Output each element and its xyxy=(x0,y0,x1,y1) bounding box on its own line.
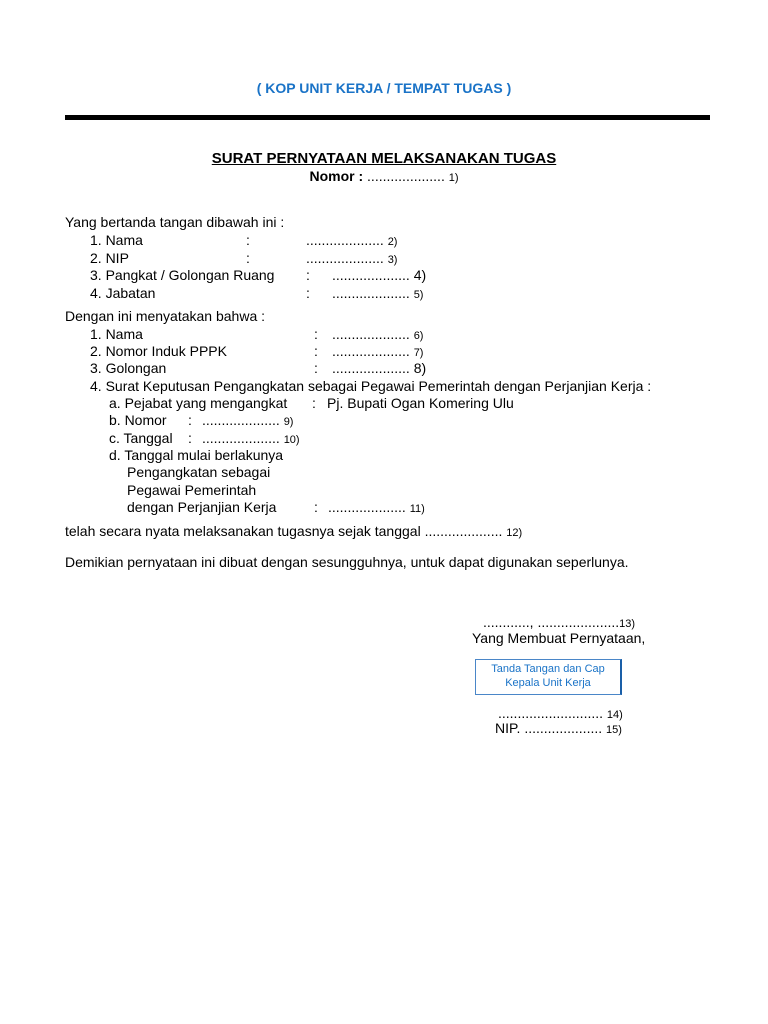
s2-nama-colon: : xyxy=(314,326,318,342)
ref-number: 15) xyxy=(606,724,622,736)
sk-tmt-label-2: Pengangkatan sebagai xyxy=(127,464,271,480)
sk-tmt-value xyxy=(328,499,425,518)
s1-nama-colon: : xyxy=(246,232,250,248)
s1-nip-colon: : xyxy=(246,250,250,266)
sk-nomor-value xyxy=(202,412,293,431)
dots: .................... xyxy=(202,412,280,428)
document-title: SURAT PERNYATAAN MELAKSANAKAN TUGAS xyxy=(211,150,557,167)
place-date-dots: ............, ..................... xyxy=(483,614,620,630)
sk-pejabat-value: Pj. Bupati Ogan Komering Ulu xyxy=(327,395,514,411)
sk-tanggal-colon: : xyxy=(188,430,192,446)
signer-nip xyxy=(495,720,622,739)
s2-nama-label: 1. Nama xyxy=(90,326,143,342)
nip-dots: .................... xyxy=(524,720,603,736)
nip-label: NIP. xyxy=(495,720,521,736)
dots: .................... xyxy=(332,267,410,283)
dots: .................... xyxy=(328,499,406,515)
s2-nip-pppk-label: 2. Nomor Induk PPPK xyxy=(90,343,227,359)
ref-number: 6) xyxy=(413,330,424,342)
signature-stamp-box xyxy=(475,659,622,695)
s2-golongan-colon: : xyxy=(314,360,318,376)
nomor-ref: 1) xyxy=(448,172,459,184)
statement-line xyxy=(65,523,522,542)
dots: .................... xyxy=(332,326,410,342)
s1-jabatan-colon: : xyxy=(306,285,310,301)
dots: .................... xyxy=(306,250,384,266)
dots: .................... xyxy=(332,360,410,376)
ref-number: 10) xyxy=(283,434,300,446)
closing-line: Demikian pernyataan ini dibuat dengan sesungguhnya, untuk dapat digunakan seperlunya. xyxy=(65,554,629,570)
sk-tmt-colon: : xyxy=(314,499,318,515)
letterhead-placeholder: ( KOP UNIT KERJA / TEMPAT TUGAS ) xyxy=(256,80,512,96)
ref-number: 13) xyxy=(619,618,636,630)
dots: .................... xyxy=(332,343,410,359)
s1-pangkat-colon: : xyxy=(306,267,310,283)
s2-golongan-value xyxy=(332,360,426,377)
name-dots: ........................... xyxy=(498,705,604,721)
ref-number: 4) xyxy=(413,267,427,283)
s1-nama-label: 1. Nama xyxy=(90,232,143,248)
ref-number: 2) xyxy=(387,236,398,248)
sk-tmt-label-3: Pegawai Pemerintah xyxy=(127,482,257,498)
ref-number: 12) xyxy=(506,527,523,539)
sk-tanggal-label: c. Tanggal xyxy=(109,430,173,446)
sk-tmt-label-4: dengan Perjanjian Kerja xyxy=(127,499,277,515)
ref-number: 3) xyxy=(387,254,398,266)
statement-text: telah secara nyata melaksanakan tugasnya sejak tanggal .................... xyxy=(65,523,503,539)
sk-nomor-label: b. Nomor xyxy=(109,412,167,428)
header-rule xyxy=(65,115,710,120)
ref-number: 7) xyxy=(413,347,424,359)
s2-nip-pppk-colon: : xyxy=(314,343,318,359)
signature-box-line-1: Tanda Tangan dan Cap xyxy=(491,663,605,675)
s2-golongan-label: 3. Golongan xyxy=(90,360,167,376)
document-number xyxy=(0,168,768,187)
nomor-label: Nomor : xyxy=(309,168,364,184)
s1-nip-label: 2. NIP xyxy=(90,250,129,266)
sk-pejabat-colon: : xyxy=(312,395,316,411)
sk-tmt-label-1: d. Tanggal mulai berlakunya xyxy=(109,447,284,463)
s1-jabatan-label: 4. Jabatan xyxy=(90,285,156,301)
s1-pangkat-label: 3. Pangkat / Golongan Ruang xyxy=(90,267,275,283)
dots: .................... xyxy=(202,430,280,446)
section2-intro: Dengan ini menyatakan bahwa : xyxy=(65,308,266,324)
ref-number: 5) xyxy=(413,289,424,301)
s1-jabatan-value xyxy=(332,285,423,304)
sk-nomor-colon: : xyxy=(188,412,192,428)
maker-label: Yang Membuat Pernyataan, xyxy=(472,630,646,646)
dots: .................... xyxy=(332,285,410,301)
sk-pejabat-label: a. Pejabat yang mengangkat xyxy=(109,395,288,411)
s2-sk-label: 4. Surat Keputusan Pengangkatan sebagai Pegawai Pemerintah dengan Perjanjian Kerja : xyxy=(90,378,652,394)
ref-number: 8) xyxy=(413,360,427,376)
s1-nama-value xyxy=(306,232,397,251)
nomor-dots: .................... xyxy=(367,168,445,184)
s1-pangkat-value xyxy=(332,267,426,284)
ref-number: 11) xyxy=(409,503,425,515)
section1-intro: Yang bertanda tangan dibawah ini : xyxy=(65,214,285,230)
dots: .................... xyxy=(306,232,384,248)
ref-number: 9) xyxy=(283,416,294,428)
signature-box-line-2: Kepala Unit Kerja xyxy=(505,677,591,689)
ref-number: 14) xyxy=(606,709,623,721)
